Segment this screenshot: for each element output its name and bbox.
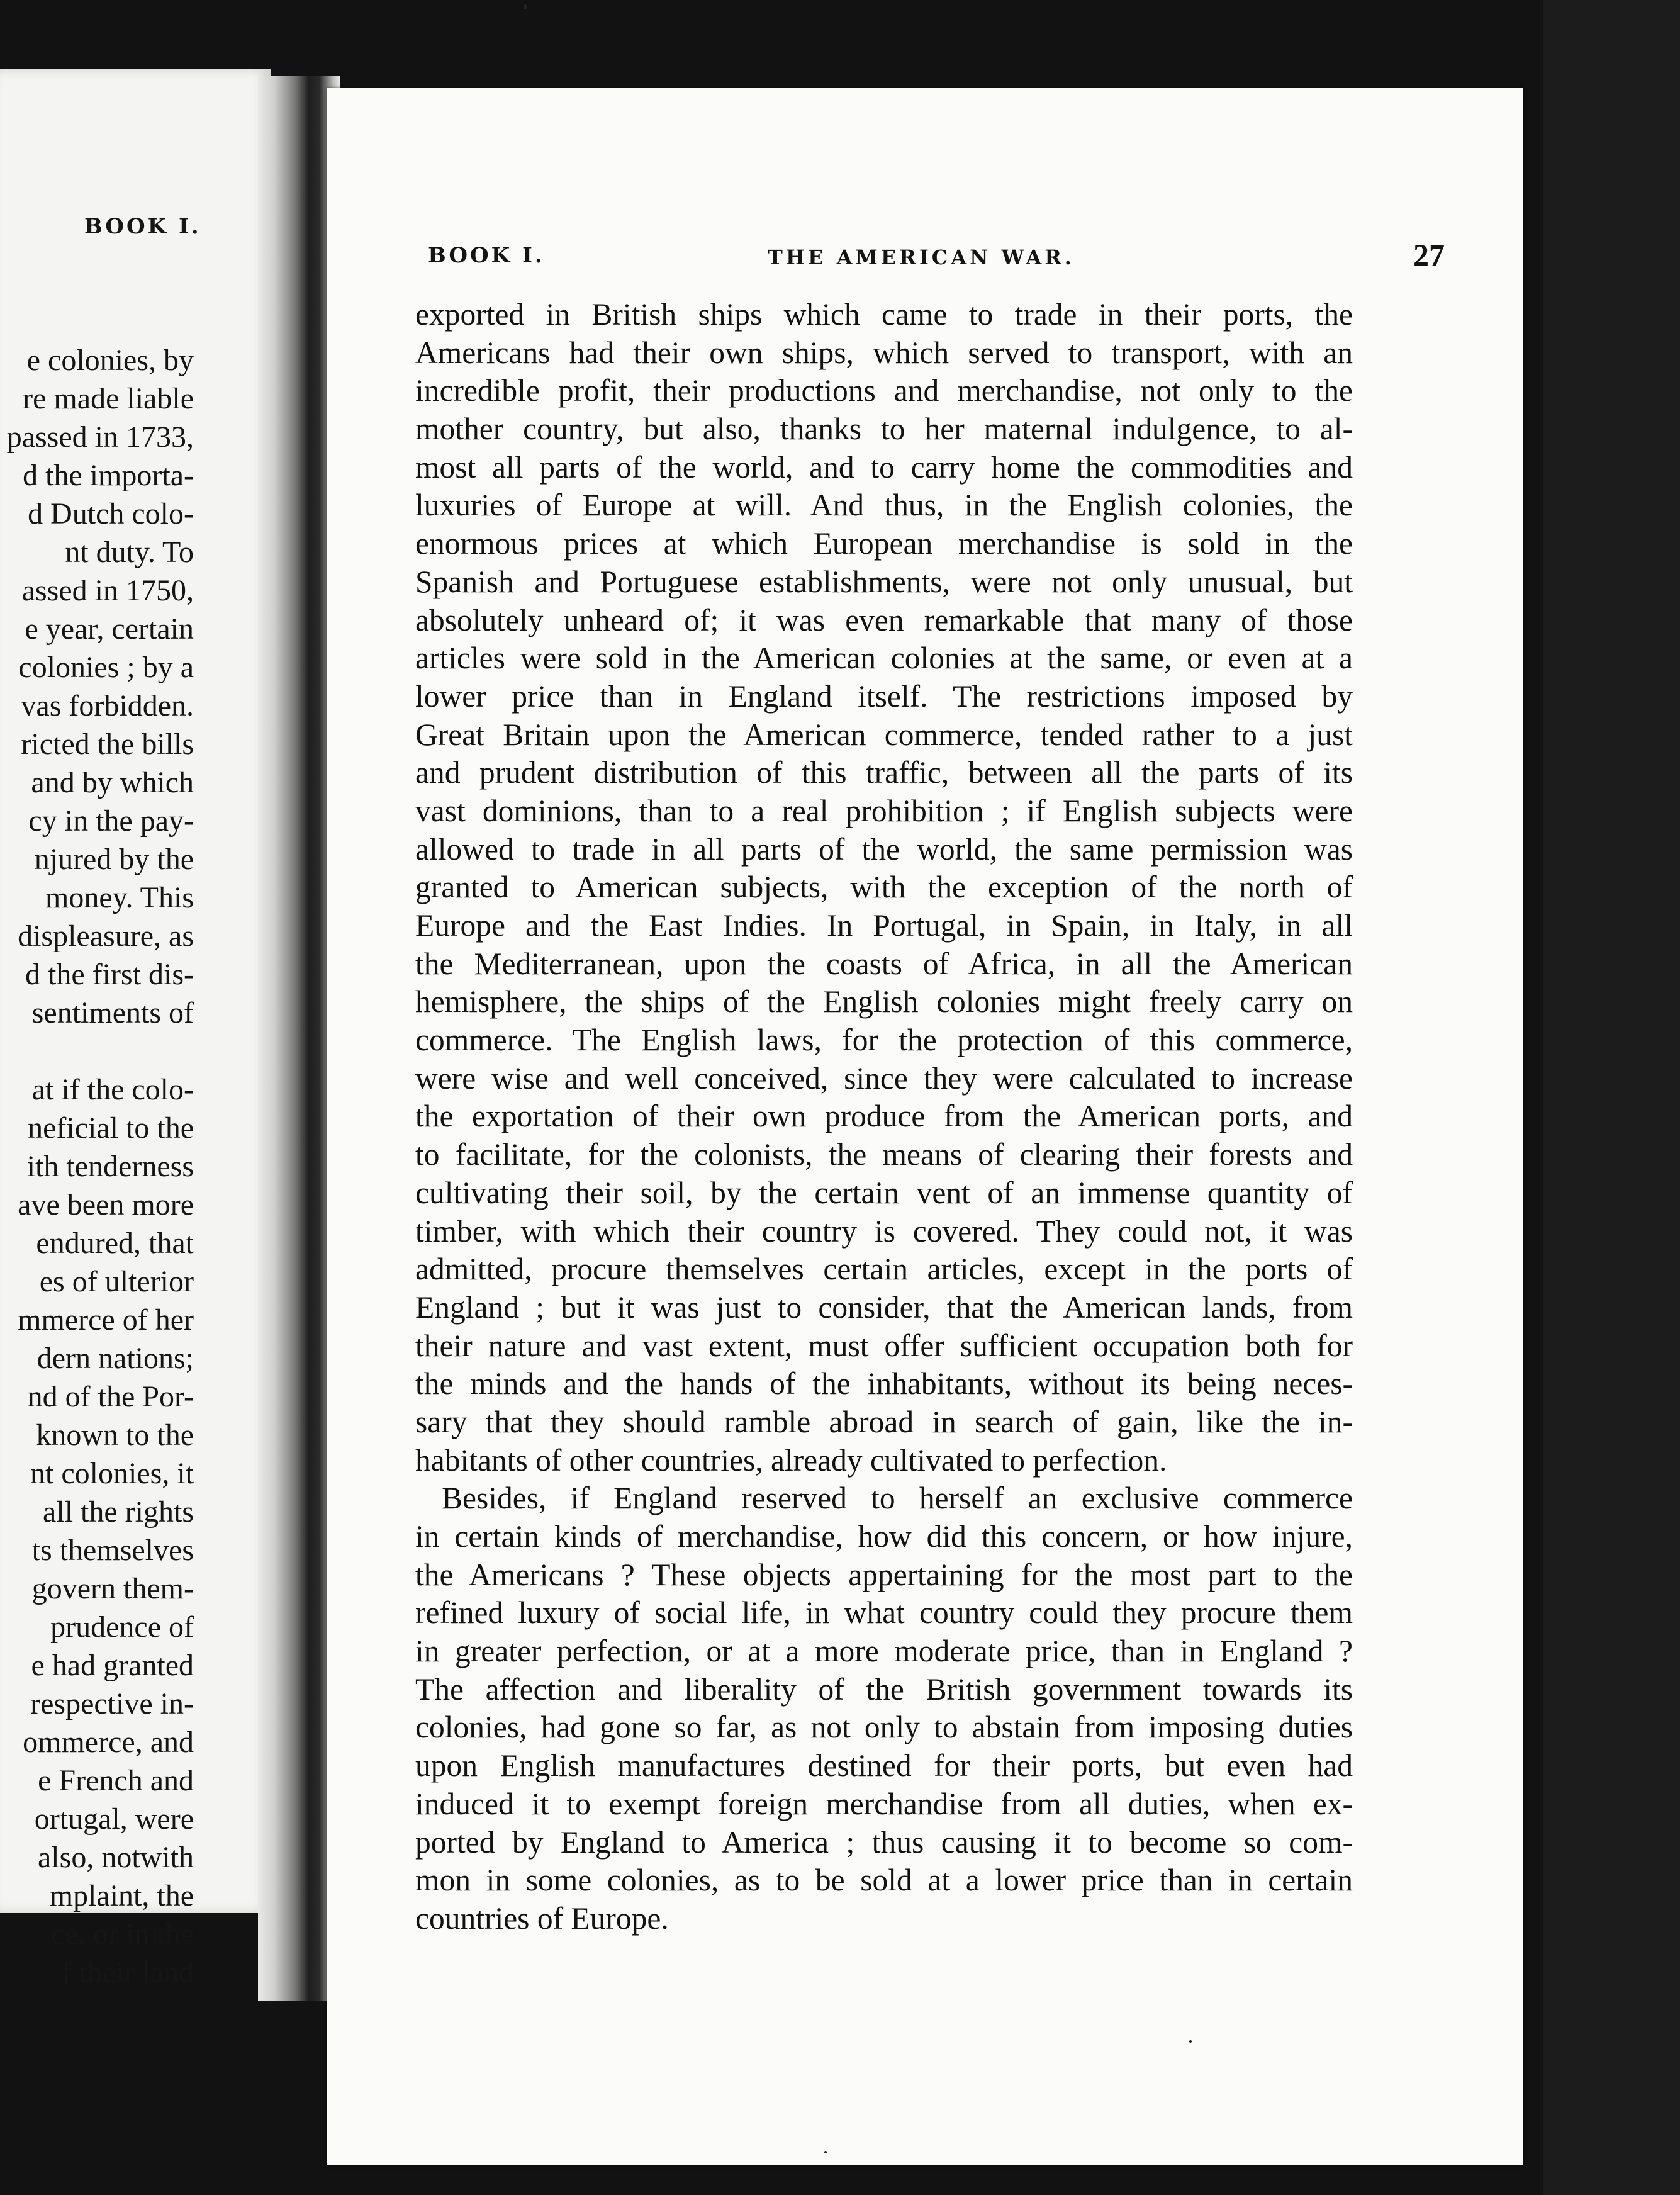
body-line: Great Britain upon the American commerce, tended rather to a just [415,717,1353,752]
body-line: the Americans ? These objects appertaining for the most part to the [415,1557,1353,1592]
body-line: were wise and well conceived, since they were calculated to increase [415,1060,1353,1096]
body-line: their nature and vast extent, must offer sufficient occupation both for [415,1328,1353,1363]
left-page-line: passed in 1733, [6,420,194,454]
body-line: Spanish and Portuguese establishments, were not only unusual, but [415,564,1353,599]
left-page-line: money. This [45,881,194,914]
left-page-line: e colonies, by [26,344,194,377]
body-line: to facilitate, for the colonists, the means of clearing their forests and [415,1137,1353,1172]
page-body-text [415,296,1353,1938]
left-page-line: ortugal, were [34,1802,194,1836]
left-page-line: ommerce, and [23,1726,194,1759]
left-page-line: colonies ; by a [18,651,194,684]
body-line: granted to American subjects, with the exception of the north of [415,870,1353,905]
scan-speck [524,4,527,9]
scan-speck [1189,2040,1192,2043]
left-page-line: nt duty. To [65,536,194,569]
left-page-line: all the rights [43,1495,194,1529]
left-page-line: respective in- [30,1687,194,1721]
left-page-line: at if the colo- [31,1073,194,1106]
body-line: in greater perfection, or at a more moderate price, than in England ? [415,1634,1353,1669]
left-page-line: e had granted [31,1649,194,1682]
running-head-book: BOOK I. [428,243,545,268]
body-line: allowed to trade in all parts of the world, the same permission was [415,831,1353,867]
body-line: countries of Europe. [415,1900,669,1936]
left-page-line: displeasure, as [18,919,194,953]
left-page-line: also, notwith [38,1841,194,1874]
left-page-line: endured, that [36,1227,194,1260]
body-line: The affection and liberality of the British government towards its [415,1671,1353,1707]
left-page-line: nd of the Por- [27,1380,194,1413]
left-page-line: assed in 1750, [21,574,194,607]
left-page-line: sentiments of [31,996,194,1030]
scan-speck [824,2151,827,2153]
body-line: in certain kinds of merchandise, how did this concern, or how injure, [415,1519,1353,1554]
left-page-line: ce, or in the [51,1917,194,1951]
body-line: and prudent distribution of this traffic, between all the parts of its [415,755,1353,790]
body-line: incredible profit, their productions and merchandise, not only to the [415,373,1353,408]
body-line: Besides, if England reserved to herself an exclusive commerce [442,1481,1353,1516]
body-line: England ; but it was just to consider, that the American lands, from [415,1289,1353,1325]
left-page-line: mplaint, the [49,1879,194,1912]
right-page [327,88,1523,2165]
body-line: ported by England to America ; thus causing it to become so com- [415,1824,1353,1860]
body-line: absolutely unheard of; it was even remarkable that many of those [415,602,1353,637]
left-page-line: d Dutch colo- [28,497,194,531]
left-page-line: and by which [31,766,194,799]
body-line: colonies, had gone so far, as not only to abstain from imposing duties [415,1710,1353,1745]
left-page-line: mmerce of her [18,1303,194,1337]
body-line: the Mediterranean, upon the coasts of Africa, in all the American [415,946,1353,981]
left-page-line: f their land [61,1956,194,1989]
body-line: most all parts of the world, and to carry home the commodities and [415,449,1353,485]
left-page-line: prudence of [50,1610,194,1644]
body-line: articles were sold in the American colonies at the same, or even at a [415,641,1353,676]
body-line: induced it to exempt foreign merchandise from all duties, when ex- [415,1786,1353,1821]
body-line: the minds and the hands of the inhabitants, without its being neces- [415,1366,1353,1401]
body-line: timber, with which their country is covered. They could not, it was [415,1213,1353,1249]
body-line: habitants of other countries, already cultivated to perfection. [415,1442,1167,1478]
left-page-line: known to the [36,1418,194,1452]
left-page-line: ave been more [18,1188,194,1221]
body-line: mon in some colonies, as to be sold at a lower price than in certain [415,1863,1353,1898]
left-page-line: d the importa- [23,459,194,492]
left-page-line: cy in the pay- [28,804,194,838]
page-number: 27 [1413,237,1445,272]
left-page-line: ricted the bills [21,727,194,761]
body-line: luxuries of Europe at will. And thus, in the English colonies, the [415,488,1353,523]
left-page-line: e year, certain [25,612,194,646]
body-line: enormous prices at which European merchandise is sold in the [415,526,1353,561]
left-page-line: neficial to the [28,1111,194,1145]
left-page-line: re made liable [23,382,194,415]
left-page-line: e French and [38,1764,194,1797]
body-line: upon English manufactures destined for their ports, but even had [415,1748,1353,1783]
left-page-line: ts themselves [31,1534,194,1567]
left-page-line: nt colonies, it [30,1457,194,1490]
left-page-line: njured by the [34,843,194,876]
left-page-line: govern them- [31,1572,194,1605]
body-line: refined luxury of social life, in what country could they procure them [415,1595,1353,1631]
body-line: Americans had their own ships, which served to transport, with an [415,335,1353,370]
running-head-title: THE AMERICAN WAR. [768,245,1075,269]
left-page-header: BOOK I. [84,214,201,239]
body-line: admitted, procure themselves certain articles, except in the ports of [415,1252,1353,1287]
body-line: vast dominions, than to a real prohibition ; if English subjects were [415,793,1353,828]
left-page-line [0,1032,194,1070]
left-page-text [0,341,194,1992]
body-line: Europe and the East Indies. In Portugal, in Spain, in Italy, in all [415,908,1353,943]
body-line: lower price than in England itself. The restrictions imposed by [415,678,1353,714]
body-line: cultivating their soil, by the certain vent of an immense quantity of [415,1175,1353,1210]
left-page-line: dern nations; [36,1342,194,1375]
body-line: commerce. The English laws, for the protection of this commerce, [415,1023,1353,1058]
left-page [0,69,271,1989]
left-page-line: es of ulterior [39,1265,194,1298]
left-page-line: d the first dis- [25,958,194,991]
body-line: hemisphere, the ships of the English colonies might freely carry on [415,984,1353,1019]
body-line: exported in British ships which came to trade in their ports, the [415,297,1353,332]
body-line: mother country, but also, thanks to her maternal indulgence, to al- [415,412,1353,447]
left-page-line: ith tenderness [26,1150,194,1183]
body-line: the exportation of their own produce from the American ports, and [415,1099,1353,1134]
body-line: sary that they should ramble abroad in search of gain, like the in- [415,1404,1353,1439]
left-page-line: vas forbidden. [21,689,194,722]
